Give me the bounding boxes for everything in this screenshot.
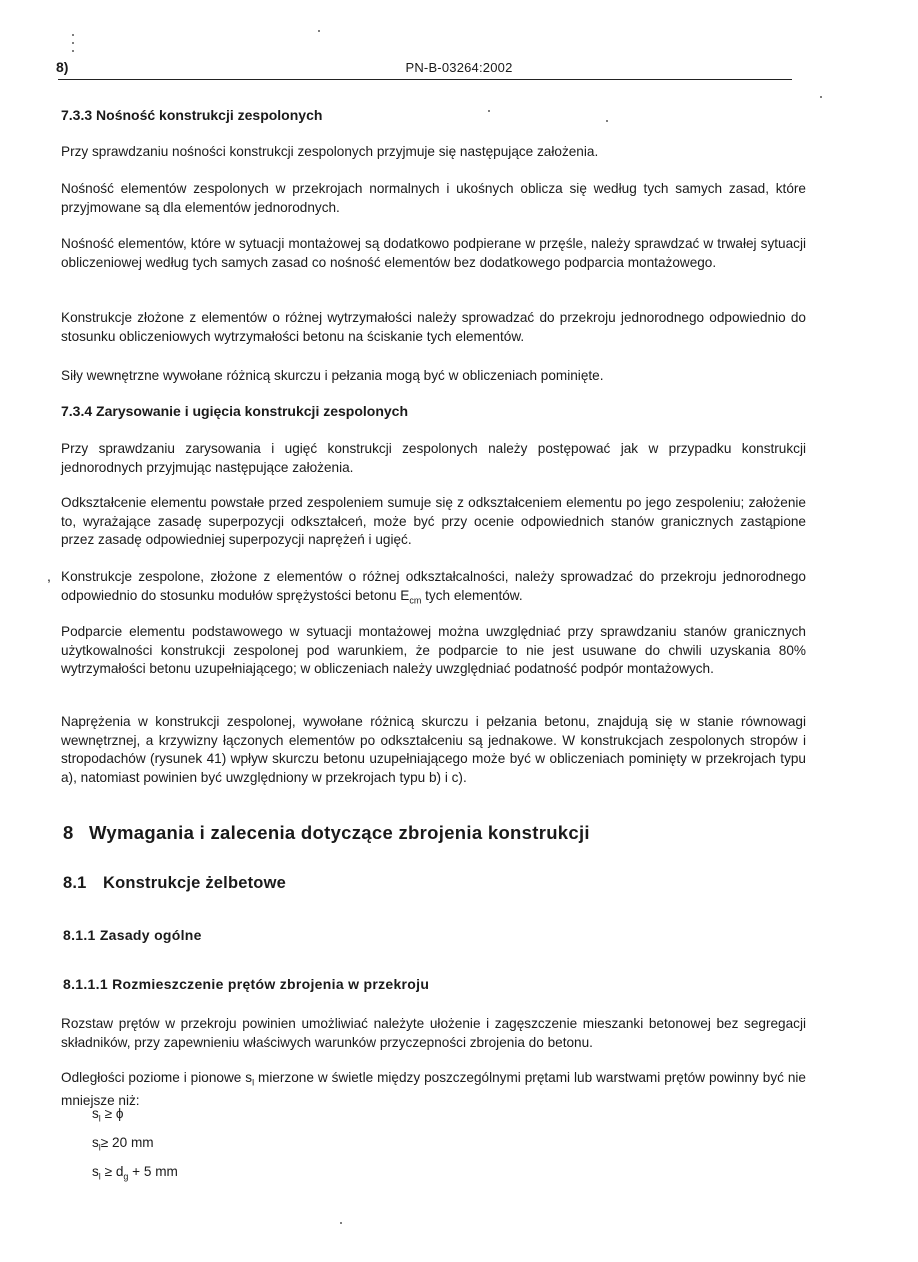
spacing-text-after: mierzone w świetle między poszczególnymi prętami lub warstwami prętów powinny być nie mniejsze niż: [61,1070,806,1109]
spacing-text-before: Odległości poziome i pionowe s [61,1070,253,1085]
header-rule [58,79,792,80]
paragraph: Rozstaw prętów w przekroju powinien umożliwiać należyte ułożenie i zagęszczenie mieszanki betonowej bez segregacji składników, przy zapewnieniu właściwych warunków przyczepności zbrojenia do betonu. [61,1016,806,1050]
modulus-text-before: Konstrukcje zespolone, złożone z elementów o różnej odkształcalności, należy sprowadzać do przekroju jednorodnego odpowiednio do stosunku modułów sprężystości betonu E [61,569,806,603]
formula-var: s [92,1135,99,1150]
document-code: PN-B-03264:2002 [405,60,513,75]
paragraph: Konstrukcje złożone z elementów o różnej wytrzymałości należy sprowadzać do przekroju jednorodnego odpowiednio do stosunku obliczeniowych wytrzymałości betonu na ściskanie tych elementów. [61,310,806,344]
formula-var: s [92,1106,99,1121]
paragraph: Odkształcenie elementu powstałe przed zespoleniem sumuje się z odkształceniem elementu po jego zespoleniu; założenie to, wyrażające zasadę superpozycji odkształceń, może być przy ocenie odpowiednich stanów granicznych zastąpione przez zasadę odpowiedniej superpozycji naprężeń i ugięć. [61,495,806,547]
formula-rhs: 20 mm [112,1135,154,1150]
paragraph: Siły wewnętrzne wywołane różnicą skurczu i pełzania mogą być w obliczeniach pominięte. [61,368,604,383]
scan-speck [820,96,822,98]
formula-tail: + 5 mm [128,1164,178,1179]
modulus-subscript: cm [409,595,422,606]
modulus-text-after: tych elementów. [421,587,523,603]
formula-relation: ≥ [100,1164,116,1179]
scan-speck [318,30,320,32]
section-title: Konstrukcje żelbetowe [103,874,286,892]
scan-speck [606,120,608,122]
chapter-number: 8 [63,822,74,843]
chapter-heading-8 [63,822,590,844]
formula-rhs: d [115,1164,124,1179]
modulus-paragraph [61,568,806,610]
scan-speck [340,1222,342,1224]
paragraph: Przy sprawdzaniu nośności konstrukcji zespolonych przyjmuje się następujące założenia. [61,144,599,159]
scan-speck [488,110,490,112]
formula-sub: l [98,1113,101,1124]
section-title-7-3-4: 7.3.4 Zarysowanie i ugięcia konstrukcji zespolonych [61,403,409,419]
paragraph: Przy sprawdzaniu zarysowania i ugięć konstrukcji zespolonych należy postępować jak w przypadku konstrukcji jednorodnych przyjmując następujące założenia. [61,441,806,475]
section-title-8-1-1-1: 8.1.1.1 Rozmieszczenie prętów zbrojenia w przekroju [63,976,430,992]
scan-speck [72,50,74,52]
spacing-paragraph [61,1069,806,1111]
margin-mark: , [47,568,51,584]
formula-sub: l [98,1171,101,1182]
formula-var: s [92,1164,99,1179]
formula-relation: ≥ [100,1106,116,1121]
section-title-7-3-3: 7.3.3 Nośność konstrukcji zespolonych [61,107,323,123]
formula-relation: ≥ [100,1135,113,1150]
chapter-title: Wymagania i zalecenia dotyczące zbrojenia konstrukcji [89,822,590,843]
formula-3 [92,1164,178,1182]
formula-2 [92,1135,154,1153]
spacing-subscript: l [252,1077,255,1088]
scan-speck [72,34,74,36]
scan-speck [72,42,74,44]
paragraph: Podparcie elementu podstawowego w sytuacji montażowej można uwzględniać przy sprawdzaniu stanów granicznych użytkowalności konstrukcji zespolonej pod warunkiem, że podparcie to nie jest usuwane do chwili uzyskania 80% wytrzymałości betonu uzupełniającego; w obliczeniach należy uwzględniać podatność podpór montażowych. [61,624,806,676]
paragraph: Naprężenia w konstrukcji zespolonej, wywołane różnicą skurczu i pełzania betonu, znajdują się w stanie równowagi wewnętrznej, a krzywizny łączonych elementów po odkształceniu są jednakowe. W konstrukcjach zespolonych stropów i stropodachów (rysunek 41) wpływ skurczu betonu uzupełniającego może być w obliczeniach pominięty w przekrojach typu a), natomiast powinien być uwzględniony w przekrojach typu b) i c). [61,714,806,785]
formula-rhs-sub: g [123,1171,129,1182]
formula-sub: l [98,1142,101,1153]
paragraph: Nośność elementów, które w sytuacji montażowej są dodatkowo podpierane w przęśle, należy sprawdzać w trwałej sytuacji obliczeniowej według tych samych zasad co nośność elementów bez dodatkowego podparcia montażowego. [61,236,806,270]
section-title-8-1-1: 8.1.1 Zasady ogólne [63,927,202,943]
paragraph: Nośność elementów zespolonych w przekrojach normalnych i ukośnych oblicza się według tych samych zasad, które przyjmowane są dla elementów jednorodnych. [61,181,806,215]
formula-1 [92,1106,123,1124]
section-number: 8.1 [63,874,87,892]
section-heading-8-1 [63,874,286,893]
page-number: 8) [56,59,69,75]
formula-rhs: ϕ [115,1106,124,1121]
